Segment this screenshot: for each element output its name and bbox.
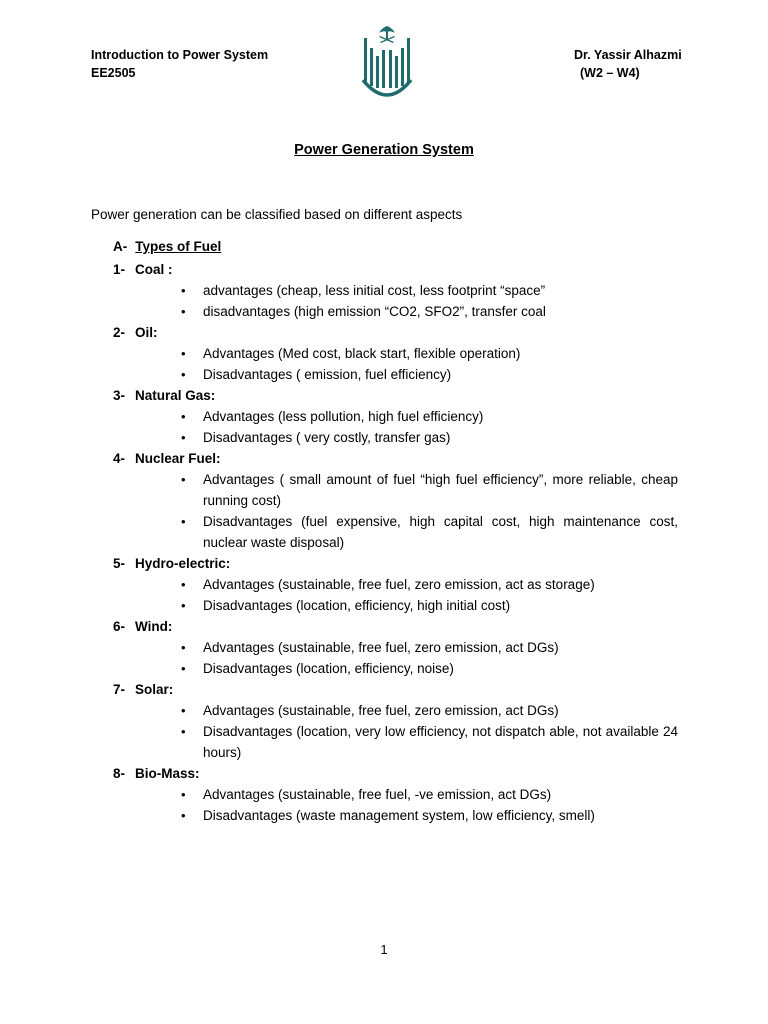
bullet-icon: • bbox=[181, 367, 186, 382]
page-title: Power Generation System bbox=[294, 142, 474, 158]
bullet-icon: • bbox=[181, 598, 186, 613]
fuel-type-name: Wind: bbox=[135, 619, 173, 634]
bullet-list bbox=[113, 700, 678, 763]
bullet-point bbox=[113, 805, 678, 826]
item-number: 5- bbox=[113, 556, 126, 571]
fuel-type-name: Bio-Mass: bbox=[135, 766, 200, 781]
section-title: Types of Fuel bbox=[135, 239, 222, 254]
fuel-type-heading bbox=[113, 322, 678, 343]
bullet-list bbox=[113, 469, 678, 553]
bullet-icon: • bbox=[181, 640, 186, 655]
bullet-list bbox=[113, 280, 678, 322]
bullet-text: Disadvantages (location, efficiency, noise) bbox=[203, 661, 454, 676]
fuel-type-heading bbox=[113, 448, 678, 469]
list-item bbox=[113, 553, 678, 616]
item-number: 3- bbox=[113, 388, 126, 403]
item-number: 7- bbox=[113, 682, 126, 697]
bullet-icon: • bbox=[181, 346, 186, 361]
fuel-type-heading bbox=[113, 553, 678, 574]
bullet-point bbox=[113, 406, 678, 427]
fuel-type-name: Solar: bbox=[135, 682, 174, 697]
bullet-point bbox=[113, 280, 678, 301]
bullet-point bbox=[113, 301, 678, 322]
list-item bbox=[113, 679, 678, 763]
bullet-list bbox=[113, 637, 678, 679]
bullet-text: Disadvantages ( very costly, transfer gas) bbox=[203, 430, 451, 445]
bullet-point bbox=[113, 469, 678, 511]
fuel-type-name: Natural Gas: bbox=[135, 388, 216, 403]
bullet-text: disadvantages (high emission “CO2, SFO2”, transfer coal bbox=[203, 304, 546, 319]
bullet-list bbox=[113, 574, 678, 616]
bullet-text: Advantages (sustainable, free fuel, zero emission, act DGs) bbox=[203, 703, 559, 718]
list-item bbox=[113, 322, 678, 385]
header-author-info bbox=[574, 46, 682, 82]
page-number: 1 bbox=[380, 942, 388, 957]
bullet-point bbox=[113, 595, 678, 616]
bullet-point bbox=[113, 343, 678, 364]
bullet-icon: • bbox=[181, 808, 186, 823]
bullet-point bbox=[113, 784, 678, 805]
item-number: 8- bbox=[113, 766, 126, 781]
bullet-point bbox=[113, 700, 678, 721]
bullet-point bbox=[113, 721, 678, 763]
bullet-point bbox=[113, 364, 678, 385]
fuel-type-name: Coal : bbox=[135, 262, 173, 277]
bullet-list bbox=[113, 343, 678, 385]
list-item bbox=[113, 448, 678, 553]
list-item bbox=[113, 616, 678, 679]
fuel-type-heading bbox=[113, 616, 678, 637]
fuel-type-heading bbox=[113, 679, 678, 700]
list-item bbox=[113, 259, 678, 322]
bullet-text: Advantages ( small amount of fuel “high fuel efficiency”, more reliable, cheap running cost) bbox=[203, 472, 678, 508]
bullet-icon: • bbox=[181, 304, 186, 319]
bullet-icon: • bbox=[181, 409, 186, 424]
course-title: Introduction to Power System bbox=[91, 48, 269, 62]
item-number: 4- bbox=[113, 451, 126, 466]
section-heading bbox=[113, 239, 221, 254]
bullet-list bbox=[113, 406, 678, 448]
university-logo-icon bbox=[360, 22, 414, 100]
bullet-text: Disadvantages ( emission, fuel efficiency) bbox=[203, 367, 452, 382]
bullet-text: Advantages (Med cost, black start, flexible operation) bbox=[203, 346, 521, 361]
bullet-text: advantages (cheap, less initial cost, less footprint “space” bbox=[203, 283, 546, 298]
bullet-icon: • bbox=[181, 703, 186, 718]
bullet-icon: • bbox=[181, 577, 186, 592]
bullet-text: Advantages (less pollution, high fuel efficiency) bbox=[203, 409, 484, 424]
bullet-point bbox=[113, 511, 678, 553]
item-number: 1- bbox=[113, 262, 126, 277]
bullet-point bbox=[113, 427, 678, 448]
bullet-text: Advantages (sustainable, free fuel, zero emission, act DGs) bbox=[203, 640, 559, 655]
section-letter: A- bbox=[113, 239, 128, 254]
bullet-icon: • bbox=[181, 472, 186, 487]
bullet-text: Advantages (sustainable, free fuel, -ve emission, act DGs) bbox=[203, 787, 552, 802]
course-code: EE2505 bbox=[91, 66, 136, 80]
author-name: Dr. Yassir Alhazmi bbox=[574, 48, 682, 62]
header-course-info bbox=[91, 46, 268, 82]
bullet-text: Advantages (sustainable, free fuel, zero emission, act as storage) bbox=[203, 577, 595, 592]
week-range: (W2 – W4) bbox=[580, 66, 640, 80]
bullet-icon: • bbox=[181, 787, 186, 802]
bullet-icon: • bbox=[181, 661, 186, 676]
bullet-point bbox=[113, 658, 678, 679]
fuel-type-name: Oil: bbox=[135, 325, 158, 340]
fuel-type-name: Nuclear Fuel: bbox=[135, 451, 221, 466]
item-number: 2- bbox=[113, 325, 126, 340]
bullet-text: Disadvantages (location, efficiency, high initial cost) bbox=[203, 598, 511, 613]
fuel-type-list bbox=[113, 259, 678, 826]
bullet-text: Disadvantages (fuel expensive, high capital cost, high maintenance cost, nuclear waste disposal) bbox=[203, 514, 678, 550]
fuel-type-heading bbox=[113, 385, 678, 406]
bullet-point bbox=[113, 637, 678, 658]
bullet-point bbox=[113, 574, 678, 595]
bullet-text: Disadvantages (waste management system, low efficiency, smell) bbox=[203, 808, 595, 823]
item-number: 6- bbox=[113, 619, 126, 634]
fuel-type-heading bbox=[113, 259, 678, 280]
list-item bbox=[113, 763, 678, 826]
list-item bbox=[113, 385, 678, 448]
bullet-list bbox=[113, 784, 678, 826]
bullet-icon: • bbox=[181, 724, 186, 739]
fuel-type-name: Hydro-electric: bbox=[135, 556, 231, 571]
fuel-type-heading bbox=[113, 763, 678, 784]
bullet-icon: • bbox=[181, 430, 186, 445]
intro-paragraph: Power generation can be classified based on different aspects bbox=[91, 207, 463, 222]
bullet-icon: • bbox=[181, 514, 186, 529]
bullet-text: Disadvantages (location, very low efficiency, not dispatch able, not available 24 hours) bbox=[203, 724, 678, 760]
bullet-icon: • bbox=[181, 283, 186, 298]
